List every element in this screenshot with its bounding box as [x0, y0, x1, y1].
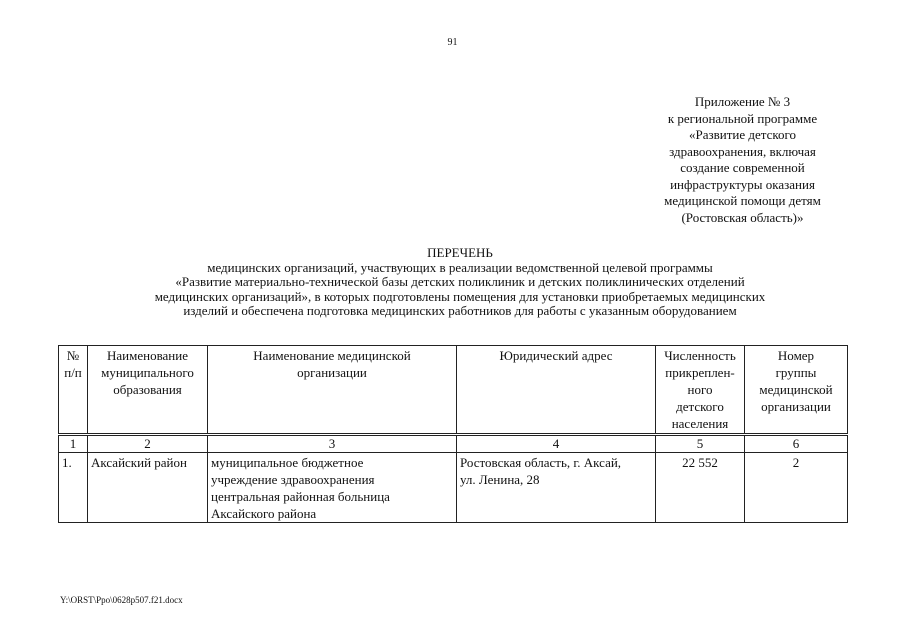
appendix-line: создание современной: [680, 160, 805, 175]
appendix-line: Приложение № 3: [694, 94, 791, 109]
title-line: «Развитие материально-технической базы детских поликлиник и детских поликлинических отделений: [175, 274, 745, 290]
header-text: образования: [113, 382, 182, 397]
header-municipality: [88, 346, 208, 435]
header-text: муниципального: [101, 365, 194, 380]
organizations-table: [58, 345, 848, 523]
header-text: медицинской: [759, 382, 833, 397]
header-text: Номер: [777, 348, 815, 363]
header-text: организации: [761, 399, 831, 414]
header-text: организации: [297, 365, 367, 380]
appendix-line: здравоохранения, включая: [669, 143, 816, 159]
cell-population: 22 552: [656, 453, 745, 523]
column-number: 6: [745, 435, 848, 453]
header-address: [457, 346, 656, 435]
title-heading: ПЕРЕЧЕНЬ: [427, 245, 493, 260]
cell-text: ул. Ленина, 28: [460, 472, 540, 487]
appendix-line: медицинской помощи детям: [664, 193, 821, 208]
cell-text: муниципальное бюджетное: [211, 455, 364, 470]
cell-text: центральная районная больница: [211, 489, 390, 504]
header-text: Наименование: [107, 348, 188, 363]
cell-group: 2: [745, 453, 848, 523]
header-group: [745, 346, 848, 435]
column-number: 4: [457, 435, 656, 453]
title-line: медицинских организаций, участвующих в реализации ведомственной целевой программы: [207, 259, 713, 275]
header-text: Юридический адрес: [499, 348, 613, 363]
appendix-line: к региональной программе: [667, 110, 818, 126]
header-text: группы: [775, 365, 817, 380]
header-population: [656, 346, 745, 435]
column-number-row: [59, 435, 848, 453]
header-text: ного: [687, 382, 713, 397]
title-line: медицинских организаций», в которых подготовлены помещения для установки приобретаемых медицинских: [154, 288, 766, 304]
cell-address: [457, 453, 656, 523]
header-text: №: [66, 348, 80, 363]
title-line: изделий и обеспечена подготовка медицинских работников для работы с указанным оборудованием: [183, 303, 737, 319]
cell-organization: [208, 453, 457, 523]
column-number: 5: [656, 435, 745, 453]
cell-num: 1.: [59, 453, 88, 523]
header-text: Наименование медицинской: [253, 348, 411, 363]
header-num: [59, 346, 88, 435]
file-path-footer: Y:\ORST\Ppo\0628p507.f21.docx: [60, 595, 183, 605]
column-number: 1: [59, 435, 88, 453]
table-row: [59, 453, 848, 523]
cell-text: Ростовская область, г. Аксай,: [460, 455, 622, 470]
header-text: детского: [676, 399, 724, 414]
cell-text: учреждение здравоохранения: [211, 472, 375, 487]
header-text: населения: [671, 416, 729, 431]
page-number: 91: [447, 37, 458, 48]
header-text: п/п: [64, 365, 82, 380]
header-text: Численность: [664, 348, 736, 363]
cell-text: Аксайского района: [211, 506, 317, 521]
header-text: прикреплен-: [665, 365, 735, 380]
header-organization: [208, 346, 457, 435]
document-title: [60, 246, 860, 319]
appendix-line: «Развитие детского: [688, 127, 797, 142]
column-number: 2: [88, 435, 208, 453]
appendix-line: (Ростовская область)»: [681, 209, 804, 225]
column-number: 3: [208, 435, 457, 453]
cell-municipality: Аксайский район: [88, 453, 208, 523]
appendix-line: инфраструктуры оказания: [670, 176, 815, 192]
table-header-row: [59, 346, 848, 435]
appendix-note: [640, 94, 845, 226]
